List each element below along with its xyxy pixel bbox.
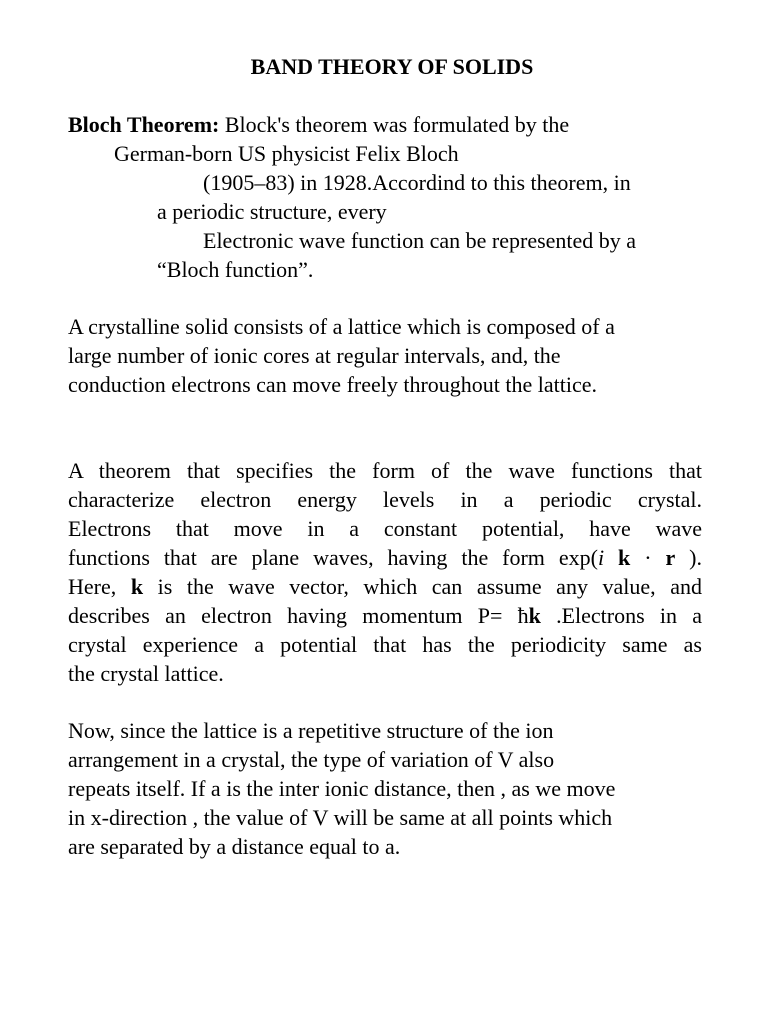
bloch-line-3: (1905–83) in 1928.Accordind to this theorem, in: [203, 170, 631, 195]
math-end: ).: [675, 545, 702, 570]
paragraph-line: crystal experience a potential that has the periodicity same as: [68, 632, 702, 657]
plane-wave-text: functions that are plane waves, having the form exp(: [68, 545, 598, 570]
bloch-line-5: Electronic wave function can be represented by a: [203, 228, 637, 253]
bloch-line-2: German-born US physicist Felix Bloch: [114, 141, 459, 166]
document-title: BAND THEORY OF SOLIDS: [250, 54, 534, 79]
math-r: r: [665, 545, 676, 570]
paragraph-line-plane-waves: [68, 543, 702, 572]
bloch-first-line: [68, 110, 569, 139]
math-i: i: [597, 545, 605, 570]
paragraph-line: Electrons that move in a constant potential, have wave: [68, 516, 702, 541]
bloch-line-1: Block's theorem was formulated by the: [219, 112, 570, 137]
paragraph-line: characterize electron energy levels in a periodic crystal.: [68, 487, 702, 512]
paragraph-line: A theorem that specifies the form of the wave functions that: [68, 458, 702, 483]
paragraph-crystalline-solid: [68, 312, 702, 399]
paragraph-line: repeats itself. If a is the inter ionic distance, then , as we move: [68, 776, 616, 801]
bloch-heading: Bloch Theorem:: [68, 112, 220, 137]
text-fragment: .Electrons in a: [540, 603, 702, 628]
bloch-line-6: “Bloch function”.: [157, 257, 314, 282]
paragraph-line: Now, since the lattice is a repetitive structure of the ion: [68, 718, 554, 743]
paragraph-line: A crystalline solid consists of a lattice which is composed of a: [68, 314, 615, 339]
paragraph-line-wave-vector: [68, 572, 702, 601]
paragraph-line: arrangement in a crystal, the type of variation of V also: [68, 747, 555, 772]
paragraph-line-momentum: [68, 601, 702, 630]
paragraph-line: large number of ionic cores at regular intervals, and, the: [68, 343, 561, 368]
math-k: k: [528, 603, 541, 628]
paragraph-line: are separated by a distance equal to a.: [68, 834, 401, 859]
bloch-line-4: a periodic structure, every: [157, 199, 387, 224]
text-fragment: is the wave vector, which can assume any value, and: [143, 574, 702, 599]
text-fragment: describes an electron having momentum P= ħ: [68, 603, 529, 628]
paragraph-wave-functions: [68, 456, 702, 688]
paragraph-line: in x-direction , the value of V will be same at all points which: [68, 805, 613, 830]
paragraph-line: conduction electrons can move freely throughout the lattice.: [68, 372, 598, 397]
math-k: k: [618, 545, 631, 570]
math-dot: ·: [630, 545, 666, 570]
paragraph-line: the crystal lattice.: [68, 661, 224, 686]
paragraph-lattice-potential: [68, 716, 702, 861]
text-fragment: Here,: [68, 574, 131, 599]
math-k: k: [130, 574, 144, 599]
